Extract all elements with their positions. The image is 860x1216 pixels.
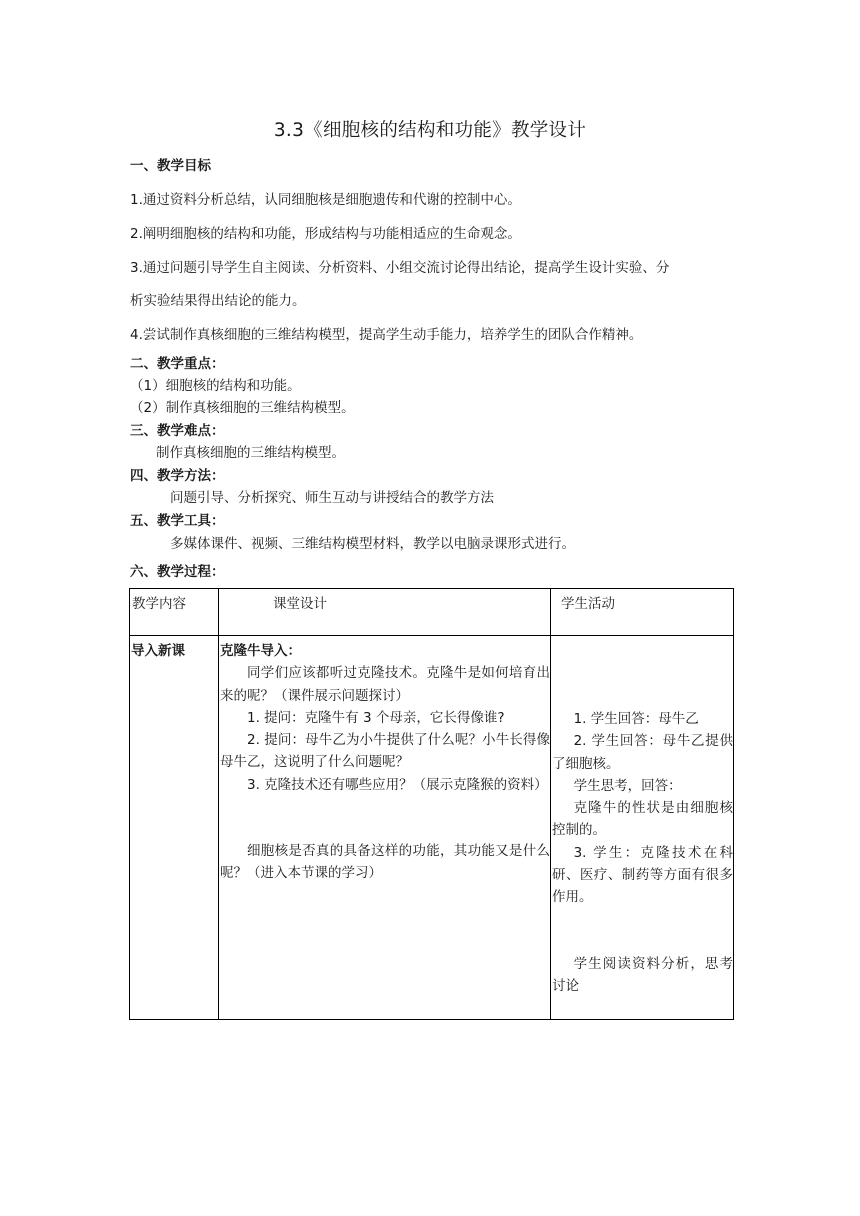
table-header-row [130,589,734,636]
table-cell-activity [551,636,734,1020]
activity-paragraph: 学生思考，回答： [573,777,682,794]
table-header-cell [219,589,551,636]
header-activity: 学生活动 [561,596,615,612]
goal-item: 2.阐明细胞核的结构和功能，形成结构与功能相适应的生命观念。 [130,226,521,242]
section-heading-method: 四、教学方法： [130,468,225,484]
design-paragraph: 2. 提问：母牛乙为小牛提供了什么呢？小牛长得像母牛乙，这说明了什么问题呢？ [220,732,550,771]
method-text: 问题引导、分析探究、师生互动与讲授结合的教学方法 [170,490,494,506]
design-paragraph: 3. 克隆技术还有哪些应用？（展示克隆猴的资料） [247,776,548,793]
goal-item: 1.通过资料分析总结，认同细胞核是细胞遗传和代谢的控制中心。 [130,192,521,208]
design-paragraph: 细胞核是否真的具备这样的功能，其功能又是什么呢？（进入本节课的学习） [220,843,550,882]
document-title: 3.3《细胞核的结构和功能》教学设计 [273,120,587,141]
activity-paragraph: 2. 学生回答：母牛乙提供了细胞核。 [552,733,733,772]
table-header-cell [130,589,219,636]
goal-item-continued: 析实验结果得出结论的能力。 [130,293,306,309]
design-paragraph: 同学们应该都听过克隆技术。克隆牛是如何培育出来的呢？（课件展示问题探讨） [220,665,550,704]
header-content: 教学内容 [132,596,186,612]
difficulty-text: 制作真核细胞的三维结构模型。 [156,445,345,461]
section-heading-tools: 五、教学工具： [130,513,225,529]
header-design: 课堂设计 [273,596,327,612]
activity-paragraph: 3. 学生：克隆技术在科研、医疗、制药等方面有很多作用。 [552,844,733,906]
key-point-item: （2）制作真核细胞的三维结构模型。 [130,400,355,416]
row-content-label: 导入新课 [131,643,185,659]
section-heading-key-points: 二、教学重点： [130,356,225,372]
design-paragraph: 1. 提问：克隆牛有 3 个母亲，它长得像谁? [247,709,505,726]
activity-paragraph: 1. 学生回答：母牛乙 [573,711,699,727]
teaching-process-table [129,588,734,1020]
goal-item: 3.通过问题引导学生自主阅读、分析资料、小组交流讨论得出结论，提高学生设计实验、分 [130,260,670,276]
table-cell-design [219,636,551,1020]
table-header-cell [551,589,734,636]
activity-paragraph: 克隆牛的性状是由细胞核控制的。 [552,800,733,839]
key-point-item: （1）细胞核的结构和功能。 [130,378,301,394]
design-heading: 克隆牛导入： [220,643,301,659]
section-heading-process: 六、教学过程： [130,564,225,580]
section-heading-goals: 一、教学目标 [130,158,211,174]
tools-text: 多媒体课件、视频、三维结构模型材料，教学以电脑录课形式进行。 [170,536,575,552]
activity-paragraph: 学生阅读资料分析，思考讨论 [552,955,733,994]
table-cell-content [130,636,219,1020]
goal-item: 4.尝试制作真核细胞的三维结构模型，提高学生动手能力，培养学生的团队合作精神。 [130,327,643,343]
table-row [130,636,734,1020]
section-heading-difficulty: 三、教学难点： [130,423,225,439]
